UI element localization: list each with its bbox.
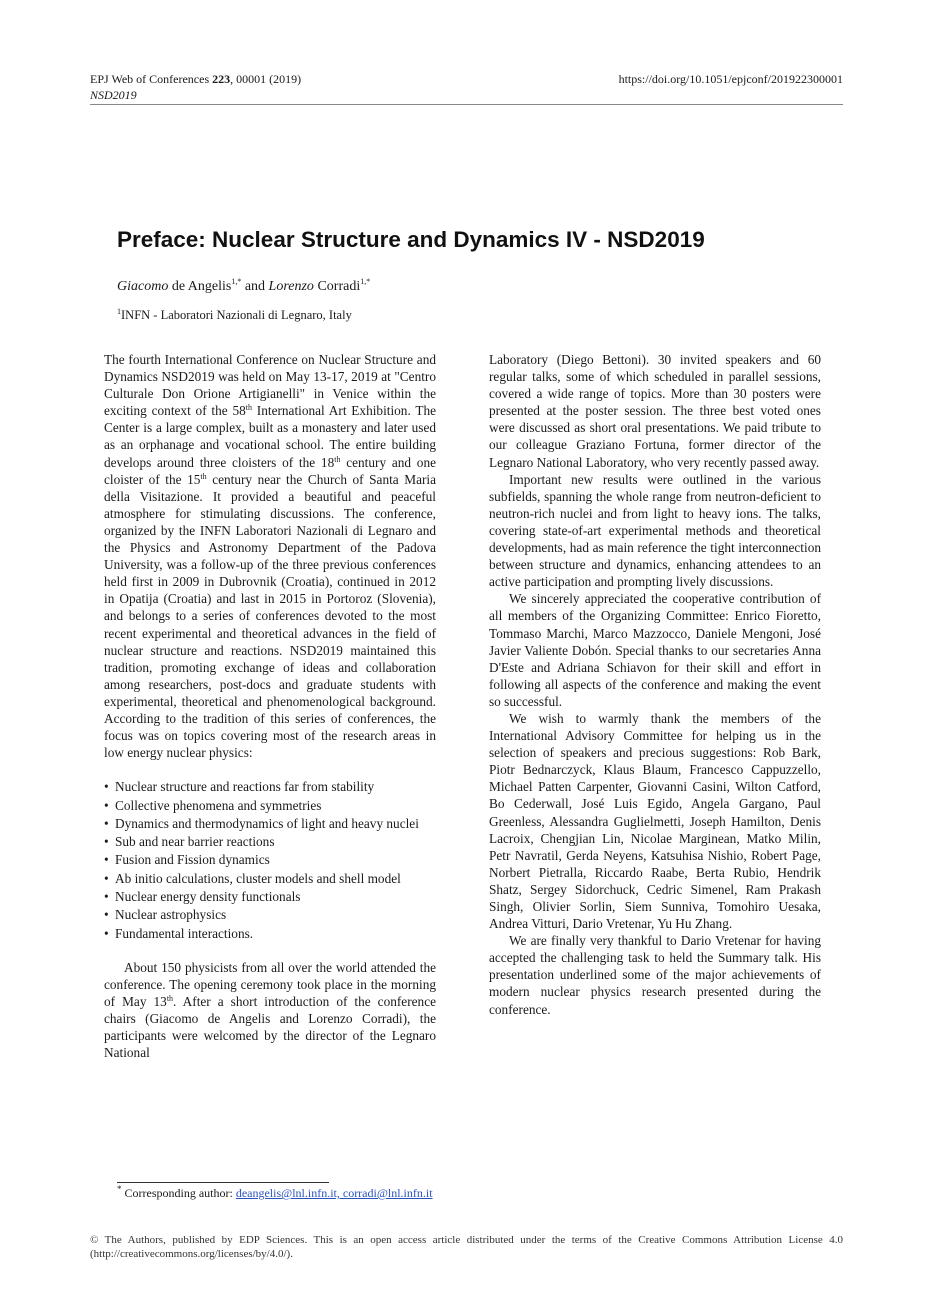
author-2-affil-mark: 1,* (360, 277, 371, 286)
list-item: • Dynamics and thermodynamics of light and heavy nuclei (104, 815, 436, 832)
paper-title: Preface: Nuclear Structure and Dynamics IV - NSD2019 (117, 227, 705, 252)
doi-link[interactable]: https://doi.org/10.1051/epjconf/201922300001 (618, 72, 843, 86)
author-1-affil-mark: 1,* (231, 277, 242, 286)
list-item: • Nuclear structure and reactions far from stability (104, 778, 436, 795)
author-1-last-name: de Angelis (168, 279, 232, 294)
advisory-committee-paragraph: We wish to warmly thank the members of the International Advisory Committee for helping us in the selection of speakers and precious suggestions: Rob Bark, Piotr Bednarczyck, Klaus Blaum, Francesco Cappuzzello, Michael Patten Carpenter, Giovanni Casini, Wilton Catford, Bo Cederwall, José Luis Egido, Angela Gargano, Paul Greenless, Alessandra Guglielmetti, Joseph Hamilton, Denis Lacroix, Chengjian Lin, Nicolae Marginean, Matko Milin, Petr Navratil, Gerda Neyens, Katsuhisa Nishio, Robert Page, Norbert Pietralla, Riccardo Raabe, Berta Rubio, Hendrik Shatz, Sergey Sidorchuck, Cedric Simenel, Ram Prakash Singh, Olivier Sorlin, Siem Sunniva, Tomohiro Uesaka, Andrea Vitturi, Dario Vretenar, Yu Hu Zhang. (489, 710, 821, 932)
list-item: • Sub and near barrier reactions (104, 833, 436, 850)
header-divider (90, 104, 843, 105)
list-item: • Fusion and Fission dynamics (104, 851, 436, 868)
journal-volume: 223 (212, 72, 231, 86)
author-1-first-name: Giacomo (117, 279, 169, 294)
list-item: • Collective phenomena and symmetries (104, 797, 436, 814)
program-paragraph: Laboratory (Diego Bettoni). 30 invited speakers and 60 regular talks, some of which scheduled in parallel sessions, covered a wide range of topics. More than 30 posters were presented at the poster session. The three best voted ones were discussed as short oral presentations. We paid tribute to our colleague Graziano Fortuna, former director of the Legnaro National Laboratory, who very recently passed away. (489, 352, 821, 470)
affiliation: $^1$INFN - Laboratori Nazionali di Legnaro, Italy (117, 307, 352, 322)
running-header (90, 71, 843, 103)
organizing-committee-paragraph: We sincerely appreciated the cooperative contribution of all members of the Organizing Committee: Enrico Fioretto, Tommaso Marchi, Marco Mazzocco, Daniele Mengoni, José Javier Valiente Dobón. Special thanks to our secretaries Anna D'Este and Adriana Schiavon for their skill and effort in following all aspects of the conference and making the event so successful. (489, 591, 821, 709)
intro-paragraph: The fourth International Conference on Nuclear Structure and Dynamics NSD2019 was held on May 13-17, 2019 at "Centro Culturale Don Orione Artigianelli" in Venice within the exciting context of the 58th International Art Exhibition. The Center is a large complex, built as a monastery and later used as an orphanage and vocational school. The entire building develops around three cloisters of the 18th century and one cloister of the 15th century near the Church of Santa Maria della Visitazione. It provided a beautiful and peaceful atmosphere for stimulating discussions. The conference, organized by the INFN Laboratori Nazionali di Legnaro and the Physics and Astronomy Department of the Padova University, was a follow-up of the three previous conferences held first in 2009 in Dubrovnik (Croatia), continued in 2012 in Opatija (Croatia) and last in 2015 in Portoroz (Slovenia), and belongs to a series of conferences devoted to the most recent experimental and theoretical advances in the field of nuclear structure and reactions. NSD2019 maintained this tradition, promoting exchange of ideas and collaboration among researchers, post-docs and graduate students with experimental, theoretical and phenomenological background. According to the tradition of this series of conferences, the focus was on topics covering most of the research areas in low energy nuclear physics: (104, 352, 437, 761)
attendance-paragraph: About 150 physicists from all over the world attended the conference. The opening ceremony took place in the morning of May 13th. After a short introduction of the conference chairs (Giacomo de Angelis and Lorenzo Corradi), the participants were welcomed by the director of the Legnaro National (104, 959, 436, 1061)
author-2-first-name: Lorenzo (268, 279, 314, 294)
left-column (104, 351, 436, 1061)
corresponding-email-link[interactable]: deangelis@lnl.infn.it, corradi@lnl.infn.it (235, 1186, 433, 1200)
author-2-last-name: Corradi (313, 279, 361, 294)
topics-list (104, 778, 436, 941)
results-paragraph: Important new results were outlined in the various subfields, spanning the whole range from neutron-deficient to neutron-rich nuclei and from light to heavy ions. The talks, covering state-of-art experimental methods and theoretical developments, had as main reference the tight interconnection between structure and dynamics, enhancing attendees to an active participation and prompting lively discussions. (489, 471, 821, 590)
corresponding-author-footnote: * Corresponding author: deangelis@lnl.infn.it, corradi@lnl.infn.it (117, 1184, 433, 1200)
list-item: • Ab initio calculations, cluster models and shell model (104, 870, 436, 887)
journal-citation: EPJ Web of Conferences 223, 00001 (2019) (90, 72, 302, 86)
license-notice: © The Authors, published by EDP Sciences. This is an open access article distributed under the terms of the Creative Commons Attribution License 4.0 (http://creativecommons.org/licenses/by/4.0/). (90, 1234, 843, 1260)
list-item: • Nuclear astrophysics (104, 906, 436, 923)
list-item: • Nuclear energy density functionals (104, 888, 436, 905)
footnote-divider (117, 1182, 329, 1183)
closing-paragraph: We are finally very thankful to Dario Vretenar for having accepted the challenging task to held the Summary talk. His presentation underlined some of the major achievements of modern nuclear physics research presented during the conference. (489, 933, 821, 1017)
conference-name: NSD2019 (90, 88, 137, 102)
list-item: • Fundamental interactions. (104, 925, 436, 942)
author-list: Giacomo de Angelis$^{1,*}$ and Lorenzo Corradi$^{1,*}$ (117, 277, 371, 294)
right-column (489, 351, 821, 1018)
